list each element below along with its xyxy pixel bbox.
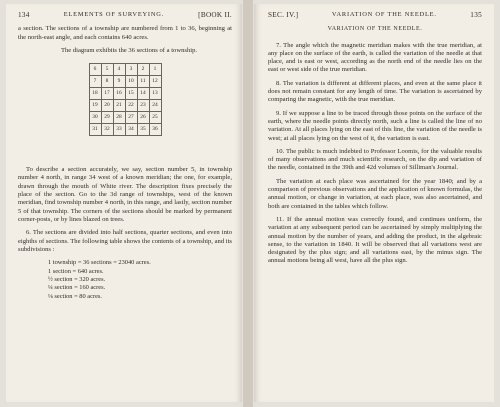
book-label: [BOOK II. <box>198 11 232 19</box>
right-running-header <box>268 11 482 19</box>
grid-cell: 13 <box>149 88 161 100</box>
grid-cell: 27 <box>125 112 137 124</box>
grid-cell: 6 <box>89 64 101 76</box>
paragraph-11: 11. If the annual motion was correctly found, and continues uniform, the variation at any subsequent period can be ascertained by simply multiplying the annual motion by the number of years, and adding the product, in the algebraic sense, to the variation in 1840. It will be observed that all variations west are designated by the plus sign; and all variations east, by the minus sign. The annual motions being all west, have all the plus sign. <box>268 215 482 265</box>
grid-cell: 16 <box>113 88 125 100</box>
grid-cell: 5 <box>101 64 113 76</box>
grid-cell: 23 <box>137 100 149 112</box>
grid-cell: 32 <box>101 124 113 136</box>
paragraph-10: 10. The public is much indebted to Professor Loomis, for the valuable results of many observations and much scientific research, on the dip and variation of the needle, contained in the 39th and 42d volumes of Silliman's Journal. <box>268 147 482 172</box>
grid-cell: 4 <box>113 64 125 76</box>
grid-cell: 11 <box>137 76 149 88</box>
grid-cell: 20 <box>101 100 113 112</box>
grid-cell: 31 <box>89 124 101 136</box>
grid-cell: 18 <box>89 88 101 100</box>
paragraph-10-continued: The variation at each place was ascertained for the year 1840; and by a comparison of previous observations and the application of known formulas, the annual motion, or change in variation, at each place, was also ascertained, and both are contained in the tables which follow. <box>268 177 482 210</box>
paragraph-8: 8. The variation is different at different places, and even at the same place it does not remain constant for any length of time. The variation is ascertained by comparing the magnetic, with the true meridian. <box>268 79 482 104</box>
grid-cell: 8 <box>101 76 113 88</box>
paragraph-9: 9. If we suppose a line to be traced through those points on the surface of the earth, where the needle points directly north, such a line is called the line of no variation. At all places lying on the east of this line, the variation of the needle is west; at all places lying on the west of it, the variation is east. <box>268 109 482 142</box>
table-row: 1 section = 640 acres. <box>48 267 104 275</box>
left-page <box>6 4 242 402</box>
grid-cell: 2 <box>137 64 149 76</box>
township-sections-diagram <box>89 63 162 136</box>
grid-cell: 17 <box>101 88 113 100</box>
grid-cell: 28 <box>113 112 125 124</box>
paragraph-7: 7. The angle which the magnetic meridian makes with the true meridian, at any place on the surface of the earth, is called the variation of the needle at that place, and is east or west, according as the north end of the needle lies on the east or west side of the true meridian. <box>268 41 482 74</box>
right-page <box>254 4 494 402</box>
grid-cell: 22 <box>125 100 137 112</box>
table-row: ¼ section = 160 acres. <box>48 284 106 292</box>
grid-cell: 7 <box>89 76 101 88</box>
grid-cell: 9 <box>113 76 125 88</box>
grid-cell: 36 <box>149 124 161 136</box>
diagram-caption: The diagram exhibits the 36 sections of a township. <box>60 46 198 54</box>
table-row: ½ section = 320 acres. <box>48 275 106 283</box>
grid-cell: 12 <box>149 76 161 88</box>
running-head: ELEMENTS OF SURVEYING. <box>63 11 165 18</box>
grid-cell: 30 <box>89 112 101 124</box>
describe-paragraph: To describe a section accurately, we say, section number 5, in township number 4 north, in range 34 west of a known meridian; the one, for example, drawn through the mouth of White river. The description fixes precisely the place of the section. Go to the 3d range of townships, west of the known meridian, find township number 4 north, in this range, and lastly, section number 5 of that township. The corners of the sections should be marked by permanent corner-posts, or by lines blazed on trees. <box>18 166 232 223</box>
grid-cell: 35 <box>137 124 149 136</box>
grid-cell: 14 <box>137 88 149 100</box>
grid-cell: 29 <box>101 112 113 124</box>
grid-cell: 34 <box>125 124 137 136</box>
grid-cell: 15 <box>125 88 137 100</box>
table-row: ⅛ section = 80 acres. <box>48 292 103 300</box>
left-running-header <box>18 11 232 19</box>
table-row: 1 township = 36 sections = 23040 acres. <box>48 259 151 267</box>
grid-cell: 26 <box>137 112 149 124</box>
book-gutter <box>243 0 253 407</box>
subdivision-table <box>18 259 232 301</box>
page-number: 135 <box>470 11 482 19</box>
paragraph-6: 6. The sections are divided into half sections, quarter sections, and even into eighths of sections. The following table shows the contents of a township, and its subdivisions : <box>18 229 232 253</box>
page-number: 134 <box>18 11 30 19</box>
intro-paragraph: a section. The sections of a township are numbered from 1 to 36, beginning at the north-east angle, and each contains 640 acres. <box>18 25 232 41</box>
grid-cell: 24 <box>149 100 161 112</box>
grid-cell: 33 <box>113 124 125 136</box>
grid-cell: 21 <box>113 100 125 112</box>
grid-cell: 1 <box>149 64 161 76</box>
grid-cell: 10 <box>125 76 137 88</box>
grid-cell: 25 <box>149 112 161 124</box>
section-label: SEC. IV.] <box>268 11 299 19</box>
grid-cell: 3 <box>125 64 137 76</box>
chapter-subtitle: VARIATION OF THE NEEDLE. <box>327 26 423 33</box>
grid-cell: 19 <box>89 100 101 112</box>
running-head: VARIATION OF THE NEEDLE. <box>331 11 437 18</box>
